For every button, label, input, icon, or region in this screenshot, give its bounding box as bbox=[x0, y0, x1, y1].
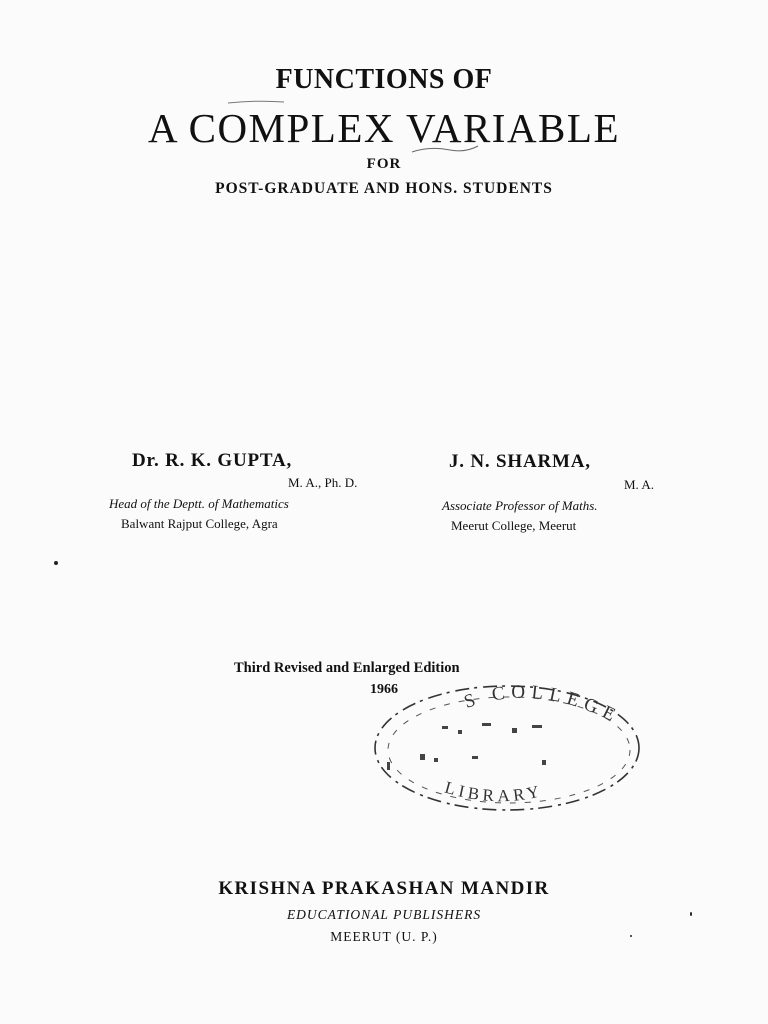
pen-mark-squiggle bbox=[410, 142, 480, 156]
scan-speck bbox=[690, 912, 692, 916]
author-1-name: Dr. R. K. GUPTA, bbox=[132, 450, 293, 471]
author-2-name: J. N. SHARMA, bbox=[449, 451, 591, 472]
author-1-degree: M. A., Ph. D. bbox=[288, 475, 358, 490]
author-2-college: Meerut College, Meerut bbox=[451, 518, 577, 533]
edition-text: Third Revised and Enlarged Edition bbox=[234, 660, 460, 676]
pen-mark-underline bbox=[226, 98, 286, 106]
edition-year: 1966 bbox=[370, 682, 398, 697]
publisher-city: MEERUT (U. P.) bbox=[330, 929, 438, 944]
book-title-line-1: FUNCTIONS OF bbox=[275, 64, 493, 95]
author-1-college: Balwant Rajput College, Agra bbox=[121, 516, 278, 531]
scan-speck bbox=[54, 561, 58, 565]
publisher-name: KRISHNA PRAKASHAN MANDIR bbox=[218, 878, 550, 899]
author-1-position: Head of the Deptt. of Mathematics bbox=[109, 496, 289, 511]
book-title-line-2: A COMPLEX VARIABLE bbox=[148, 105, 620, 151]
author-2-degree: M. A. bbox=[624, 477, 654, 492]
stamp-text-top: S COLLEGE bbox=[461, 681, 624, 729]
book-for-label: FOR bbox=[366, 156, 402, 172]
author-2-position: Associate Professor of Maths. bbox=[442, 498, 598, 513]
book-audience: POST-GRADUATE AND HONS. STUDENTS bbox=[215, 180, 553, 197]
scan-speck bbox=[630, 935, 632, 937]
stamp-text-bottom: LIBRARY bbox=[442, 777, 545, 806]
publisher-subtitle: EDUCATIONAL PUBLISHERS bbox=[286, 907, 482, 922]
library-stamp bbox=[362, 668, 652, 818]
